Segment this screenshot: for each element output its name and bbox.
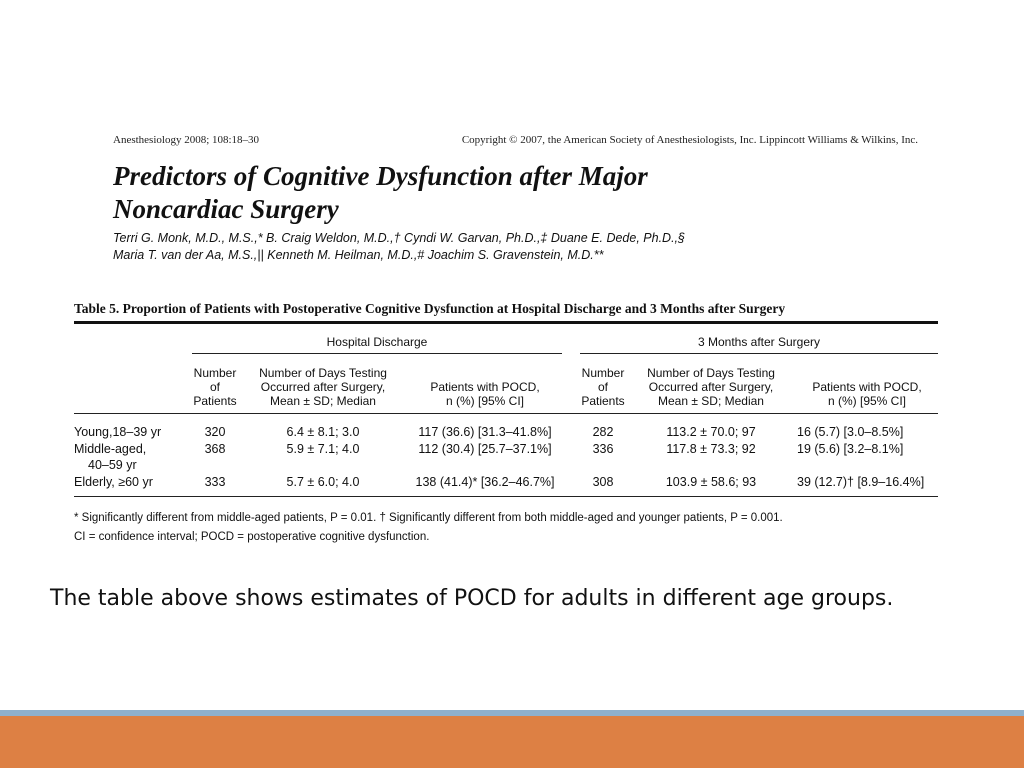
table-footnote-abbreviations: CI = confidence interval; POCD = postoperative cognitive dysfunction.	[74, 531, 430, 543]
col-header-text: Number	[581, 366, 625, 380]
col-header-text: Patients with POCD,	[812, 380, 922, 394]
table-footnote-significance: * Significantly different from middle-aged patients, P = 0.01. † Significantly different from both middle-aged and younger patients, P = 0.001.	[74, 512, 783, 524]
cell-hd-days: 6.4 ± 8.1; 3.0	[286, 425, 360, 439]
cell-hd-pocd: 112 (30.4) [25.7–37.1%]	[418, 442, 552, 456]
author-line-2: Maria T. van der Aa, M.S.,|| Kenneth M. Heilman, M.D.,# Joachim S. Gravenstein, M.D.**	[113, 248, 604, 262]
col-header-text: Mean ± SD; Median	[270, 394, 376, 408]
row-label: Middle-aged,	[74, 442, 147, 456]
col-header-text: of	[597, 380, 608, 394]
col-header-text: Number of Days Testing	[647, 366, 775, 380]
cell-hd-number: 333	[204, 475, 226, 489]
row-label-continued: 40–59 yr	[88, 458, 137, 472]
cell-hd-pocd: 138 (41.4)* [36.2–46.7%]	[415, 475, 555, 489]
group-rule-hospital-discharge	[192, 353, 562, 354]
cell-hd-days: 5.9 ± 7.1; 4.0	[286, 442, 360, 456]
row-label: Young,18–39 yr	[74, 425, 162, 439]
row-label: Elderly, ≥60 yr	[74, 475, 153, 489]
table-top-rule	[74, 321, 938, 324]
cell-m3-pocd: 39 (12.7)† [8.9–16.4%]	[797, 475, 925, 489]
author-line-1: Terri G. Monk, M.D., M.S.,* B. Craig Weldon, M.D.,† Cyndi W. Garvan, Ph.D.,‡ Duane E. Dede, Ph.D.,§	[113, 231, 685, 245]
cell-m3-days: 113.2 ± 70.0; 97	[666, 425, 756, 439]
copyright-notice: Copyright © 2007, the American Society of Anesthesiologists, Inc. Lippincott Williams & Wilkins, Inc.	[461, 134, 918, 146]
cell-m3-pocd: 16 (5.7) [3.0–8.5%]	[797, 425, 904, 439]
col-header-hd-number	[186, 366, 244, 408]
col-header-hd-pocd	[408, 380, 562, 408]
col-header-text: Occurred after Surgery,	[648, 380, 774, 394]
cell-m3-number: 308	[592, 475, 614, 489]
paper-title-line-1: Predictors of Cognitive Dysfunction after Major	[113, 161, 648, 191]
col-header-m3-number	[574, 366, 632, 408]
col-header-hd-days	[248, 366, 398, 408]
col-header-text: Occurred after Surgery,	[260, 380, 386, 394]
table-bottom-rule	[74, 496, 938, 497]
journal-citation: Anesthesiology 2008; 108:18–30	[113, 134, 260, 146]
cell-hd-number: 320	[204, 425, 226, 439]
col-header-text: Mean ± SD; Median	[658, 394, 764, 408]
table-caption: Table 5. Proportion of Patients with Postoperative Cognitive Dysfunction at Hospital Discharge and 3 Months after Surgery	[74, 301, 786, 316]
cell-hd-days: 5.7 ± 6.0; 4.0	[286, 475, 360, 489]
group-header-3-months: 3 Months after Surgery	[697, 335, 821, 349]
col-header-m3-days	[636, 366, 786, 408]
group-header-hospital-discharge: Hospital Discharge	[326, 335, 428, 349]
col-header-text: n (%) [95% CI]	[827, 394, 907, 408]
paper-title	[113, 160, 873, 226]
col-header-text: of	[209, 380, 220, 394]
col-header-text: n (%) [95% CI]	[445, 394, 525, 408]
cell-hd-pocd: 117 (36.6) [31.3–41.8%]	[418, 425, 552, 439]
cell-m3-days: 103.9 ± 58.6; 93	[665, 475, 757, 489]
group-rule-3-months	[580, 353, 938, 354]
cell-m3-pocd: 19 (5.6) [3.2–8.1%]	[797, 442, 904, 456]
cell-m3-number: 282	[592, 425, 614, 439]
slide-caption: The table above shows estimates of POCD for adults in different age groups.	[50, 586, 894, 611]
col-header-m3-pocd	[792, 380, 942, 408]
col-header-text: Patients	[581, 394, 625, 408]
col-header-text: Patients	[193, 394, 237, 408]
col-header-text: Patients with POCD,	[430, 380, 540, 394]
cell-m3-days: 117.8 ± 73.3; 92	[666, 442, 756, 456]
cell-hd-number: 368	[204, 442, 226, 456]
col-header-text: Number of Days Testing	[259, 366, 387, 380]
col-header-text: Number	[193, 366, 237, 380]
author-list	[113, 230, 913, 264]
paper-title-line-2: Noncardiac Surgery	[113, 194, 339, 224]
cell-m3-number: 336	[592, 442, 614, 456]
footer-bar	[0, 716, 1024, 768]
table-header-rule	[74, 413, 938, 414]
